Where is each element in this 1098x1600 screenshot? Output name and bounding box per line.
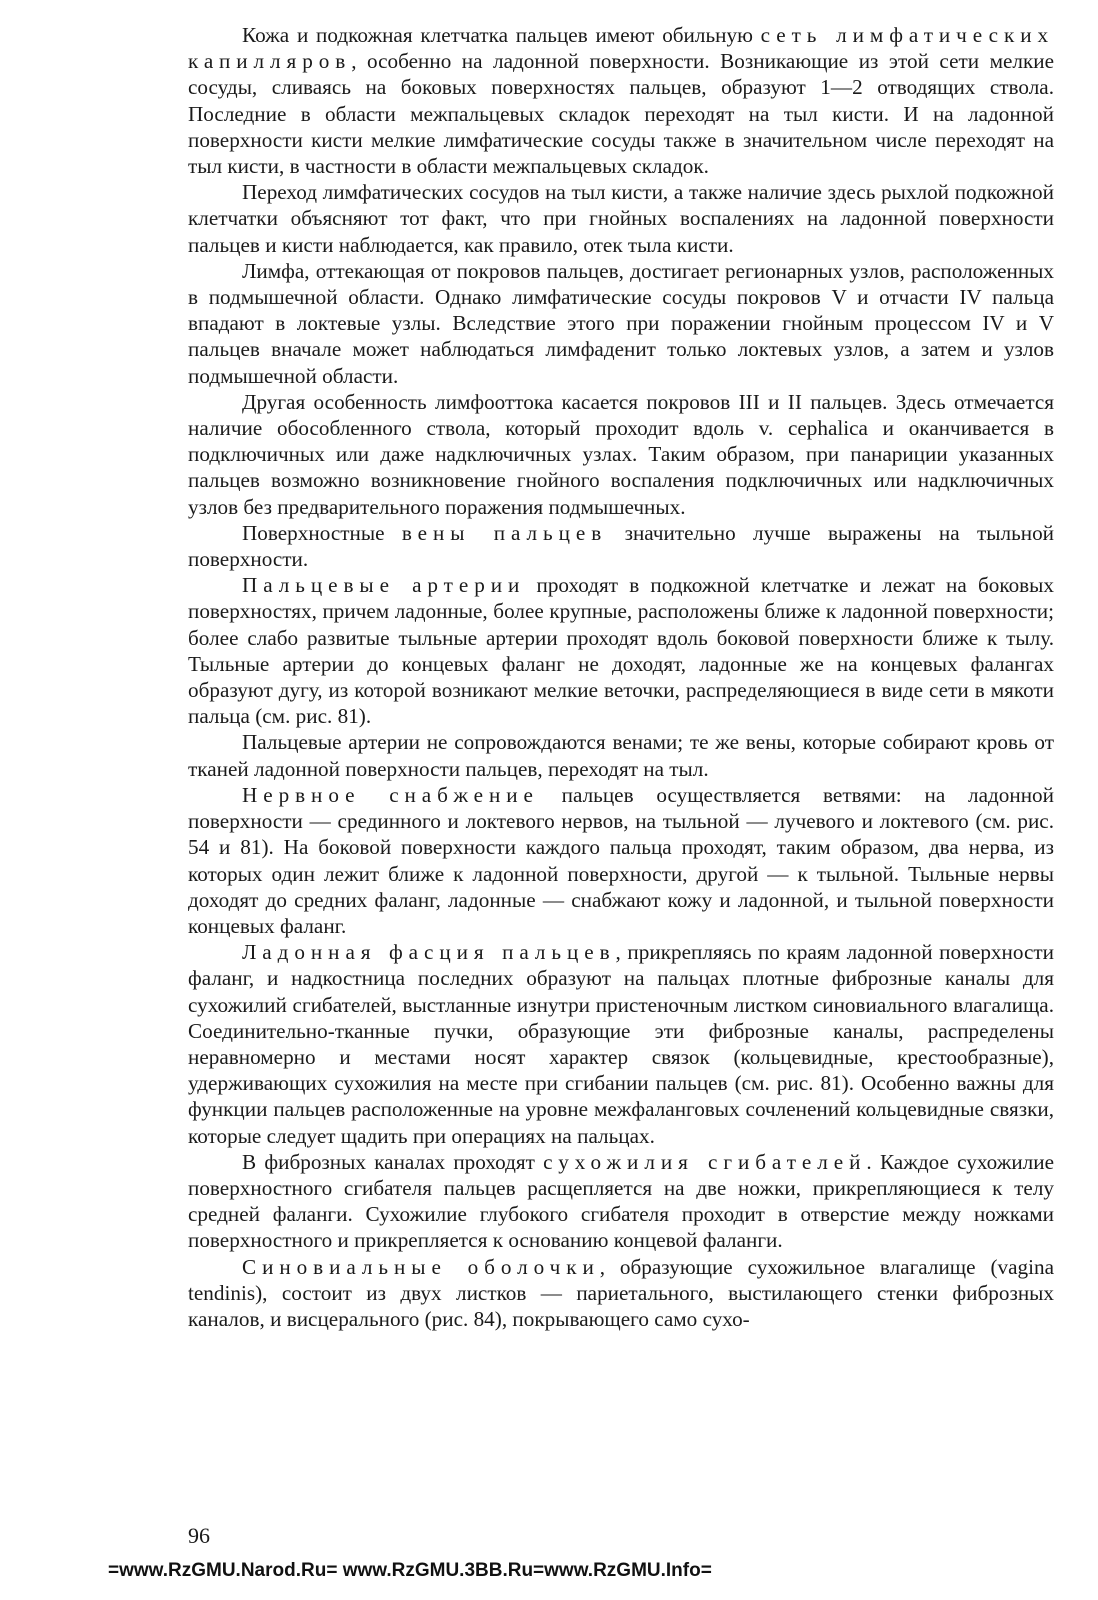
paragraph-5-post: значительно лучше выражены на тыльной поверхности. — [188, 520, 1054, 572]
paragraph-11-spaced-term: Синовиальные оболочки — [242, 1254, 600, 1279]
paragraph-1-spaced-term: сеть лимфатических капилляров — [188, 23, 1054, 74]
paragraph-4-pre: Другая особенность лимфооттока касается покровов III и II пальцев. Здесь отмечается наличие обособленного ствола, который проходит вдоль v. cephalica и оканчивается в подключичных или даже надключичных узлах. Таким образом, при панариции указанных пальцев возможно возникновение гнойного воспаления подключичных или надключичных узлов без предварительного поражения подмышечных. — [188, 389, 1054, 519]
paragraph-7-pre: Пальцевые артерии не сопровождаются венами; те же вены, которые собирают кровь от тканей ладонной поверхности пальцев, переходят на тыл. — [188, 730, 1054, 781]
paragraph-4 — [188, 389, 1054, 520]
paragraph-8-spaced-term: Нервное снабжение — [242, 782, 539, 807]
paragraph-5 — [188, 520, 1054, 572]
paragraph-9 — [188, 939, 1054, 1149]
text-column — [188, 22, 1054, 1332]
paragraph-1 — [188, 22, 1054, 179]
paragraph-6 — [188, 572, 1054, 729]
paragraph-9-post: , прикрепляясь по краям ладонной поверхности фаланг, и надкостница последних образуют на пальцах плотные фиброзные каналы для сухожилий сгибателей, выстланные изнутри пристеночным листком синовиального влагалища. Соединительно-тканные пучки, образующие эти фиброзные каналы, распределены неравномерно и местами носят характер связок (кольцевидные, крестообразные), удерживающих сухожилия на месте при сгибании пальцев (см. рис. 81). Особенно важны для функции пальцев расположенные на уровне межфаланговых сочленений кольцевидные связки, которые следует щадить при операциях на пальцах. — [188, 940, 1054, 1148]
paragraph-9-spaced-term: Ладонная фасция пальцев — [242, 940, 616, 965]
paragraph-6-spaced-term: Пальцевые артерии — [242, 573, 526, 598]
page-number: 96 — [188, 1523, 210, 1548]
paragraph-2-pre: Переход лимфатических сосудов на тыл кисти, а также наличие здесь рыхлой подкожной клетчатки объясняют тот факт, что при гнойных воспалениях на ладонной поверхности пальцев и кисти наблюдается, как правило, отек тыла кисти. — [188, 180, 1054, 257]
paragraph-1-pre: Кожа и подкожная клетчатка пальцев имеют обильную — [242, 23, 761, 47]
paragraph-3-pre: Лимфа, оттекающая от покровов пальцев, достигает регионарных узлов, расположенных в подмышечной области. Однако лимфатические сосуды покровов V и отчасти IV пальца впадают в локтевые узлы. Вследствие этого при поражении гнойным процессом IV и V пальцев вначале может наблюдаться лимфаденит только локтевых узлов, а затем и узлов подмышечной области. — [188, 258, 1054, 388]
paragraph-5-spaced-term: вены пальцев — [401, 520, 608, 545]
paragraph-10-pre: В фиброзных каналах проходят — [242, 1149, 544, 1174]
paragraph-8-post: пальцев осуществляется ветвями: на ладонной поверхности — срединного и локтевого нервов, на тыльной — лучевого и локтевого (см. рис. 54 и 81). На боковой поверхности каждого пальца проходят, таким образом, два нерва, из которых один лежит ближе к ладонной поверхности, другой — к тыльной. Тыльные нервы доходят до средних фаланг, ладонные — снабжают кожу и ладонной, и тыльной поверхности концевых фаланг. — [188, 782, 1054, 938]
paragraph-2 — [188, 179, 1054, 258]
paragraph-6-post: проходят в подкожной клетчатке и лежат на боковых поверхностях, причем ладонные, более крупные, расположены ближе к ладонной поверхности; более слабо развитые тыльные артерии проходят вдоль боковой поверхности ближе к тылу. Тыльные артерии до концевых фаланг не доходят, ладонные же на концевых фалангах образуют дугу, из которой возникают мелкие веточки, распределяющиеся в виде сети в мякоти пальца (см. рис. 81). — [188, 573, 1055, 729]
paragraph-10-post: . Каждое сухожилие поверхностного сгибателя пальцев расщепляется на две ножки, прикрепляющиеся к телу средней фаланги. Сухожилие глубокого сгибателя проходит в отверстие между ножками поверхностного и прикрепляется к основанию концевой фаланги. — [188, 1149, 1054, 1253]
paragraph-11 — [188, 1254, 1054, 1333]
paragraph-8 — [188, 782, 1054, 939]
paragraph-10 — [188, 1149, 1054, 1254]
paragraph-3 — [188, 258, 1054, 389]
paragraph-11-post: , образующие сухожильное влагалище (vagina tendinis), состоит из двух листков — париетального, выстилающего стенки фиброзных каналов, и висцерального (рис. 84), покрывающего само сухо- — [188, 1254, 1054, 1331]
footer-watermark-urls: =www.RzGMU.Narod.Ru= www.RzGMU.3BB.Ru=www.RzGMU.Info= — [108, 1560, 712, 1581]
paragraph-1-post: , особенно на ладонной поверхности. Возникающие из этой сети мелкие сосуды, сливаясь на боковых поверхностях пальцев, образуют 1—2 отводящих ствола. Последние в области межпальцевых складок переходят на тыл кисти. И на ладонной поверхности кисти мелкие лимфатические сосуды также в значительном числе переходят на тыл кисти, в частности в области межпальцевых складок. — [188, 49, 1054, 179]
paragraph-7 — [188, 729, 1054, 781]
paragraph-10-spaced-term: сухожилия сгибателей — [543, 1149, 867, 1174]
paragraph-5-pre: Поверхностные — [242, 520, 402, 545]
